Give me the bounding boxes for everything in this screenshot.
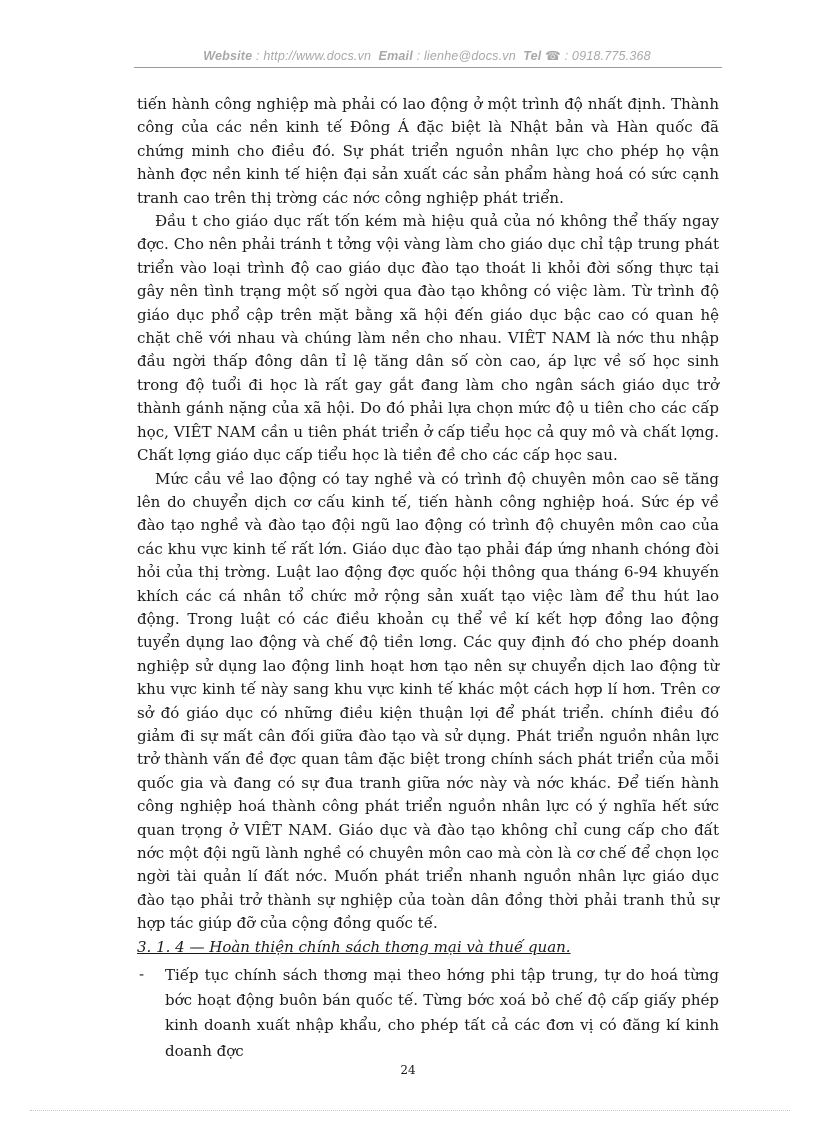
- website-label: Website: [203, 49, 253, 63]
- website-value: : http://www.docs.vn: [256, 49, 372, 63]
- section-heading: 3. 1. 4 — Hoàn thiện chính sách thơng mại và thuế quan.: [137, 937, 571, 956]
- bullet-item: [137, 963, 719, 1065]
- page-header: [134, 48, 720, 63]
- bullet-text: Tiếp tục chính sách thơng mại theo hớng phi tập trung, tự do hoá từng bớc hoạt động buôn bán quốc tế. Từng bớc xoá bỏ chế độ cấp giấy phép kinh doanh xuất nhập khẩu, cho phép tất cả các đơn vị có đăng kí kinh doanh đợc: [165, 965, 719, 1060]
- tel-label: Tel: [523, 49, 542, 63]
- paragraph-2: Đầu t cho giáo dục rất tốn kém mà hiệu quả của nó không thể thấy ngay đợc. Cho nên phải tránh t tởng vội vàng làm cho giáo dục chỉ tập trung phát triển vào loại trình độ cao giáo dục đào tạo thoát li khỏi đời sống thực tại gây nên tình trạng một số ngời qua đào tạo không có việc làm. Từ trình độ giáo dục phổ cập trên mặt bằng xã hội đến giáo dục bậc cao có quan hệ chặt chẽ với nhau và chúng làm nền cho nhau. VIÊT NAM là nớc thu nhập đầu ngời thấp đông dân tỉ lệ tăng dân số còn cao, áp lực về số học sinh trong độ tuổi đi học là rất gay gắt đang làm cho ngân sách giáo dục trở thành gánh nặng của xã hội. Do đó phải lựa chọn mức độ u tiên cho các cấp học, VIÊT NAM cần u tiên phát triển ở cấp tiểu học cả quy mô và chất lợng. Chất lợng giáo dục cấp tiểu học là tiền đề cho các cấp học sau.: [137, 212, 719, 465]
- footer-divider: [30, 1110, 790, 1111]
- email-value: : lienhe@docs.vn: [416, 49, 516, 63]
- document-body: [137, 93, 719, 1064]
- header-divider: [134, 67, 722, 68]
- email-label: Email: [378, 49, 413, 63]
- paragraph-1: tiến hành công nghiệp mà phải có lao động ở một trình độ nhất định. Thành công của các nền kinh tế Đông Á đặc biệt là Nhật bản và Hàn quốc đã chứng minh cho điều đó. Sự phát triển nguồn nhân lực cho phép họ vận hành đợc nền kinh tế hiện đại sản xuất các sản phẩm hàng hoá có sức cạnh tranh cao trên thị trờng các nớc công nghiệp phát triển.: [137, 95, 719, 207]
- paragraph-3: Mức cầu về lao động có tay nghề và có trình độ chuyên môn cao sẽ tăng lên do chuyển dịch cơ cấu kinh tế, tiến hành công nghiệp hoá. Sức ép về đào tạo nghề và đào tạo đội ngũ lao động có trình độ chuyên môn cao của các khu vực kinh tế rất lớn. Giáo dục đào tạo phải đáp ứng nhanh chóng đòi hỏi của thị trờng. Luật lao động đợc quốc hội thông qua tháng 6-94 khuyến khích các cá nhân tổ chức mở rộng sản xuất tạo việc làm để thu hút lao động. Trong luật có các điều khoản cụ thể về kí kết hợp đồng lao động tuyển dụng lao động và chế độ tiền lơng. Các quy định đó cho phép doanh nghiệp sử dụng lao động linh hoạt hơn tạo nên sự chuyển dịch lao động từ khu vực kinh tế này sang khu vực kinh tế khác một cách hợp lí hơn. Trên cơ sở đó giáo dục có những điều kiện thuận lợi để phát triển. chính điều đó giảm đi sự mất cân đối giữa đào tạo và sử dụng. Phát triển nguồn nhân lực trở thành vấn đề đợc quan tâm đặc biệt trong chính sách phát triển của mỗi quốc gia và đang có sự đua tranh giữa nớc này và nớc khác. Để tiến hành công nghiệp hoá thành công phát triển nguồn nhân lực có ý nghĩa hết sức quan trọng ở VIÊT NAM. Giáo dục và đào tạo không chỉ cung cấp cho đất nớc một đội ngũ lành nghề có chuyên môn cao mà còn là cơ chế để chọn lọc ngời tài quản lí đất nớc. Muốn phát triển nhanh nguồn nhân lực giáo dục đào tạo phải trở thành sự nghiệp của toàn dân đồng thời phải tranh thủ sự hợp tác giúp đỡ của cộng đồng quốc tế.: [137, 469, 719, 933]
- page-number: 24: [400, 1063, 416, 1077]
- bullet-dash: -: [139, 964, 145, 983]
- tel-value: ☎ : 0918.775.368: [545, 49, 651, 63]
